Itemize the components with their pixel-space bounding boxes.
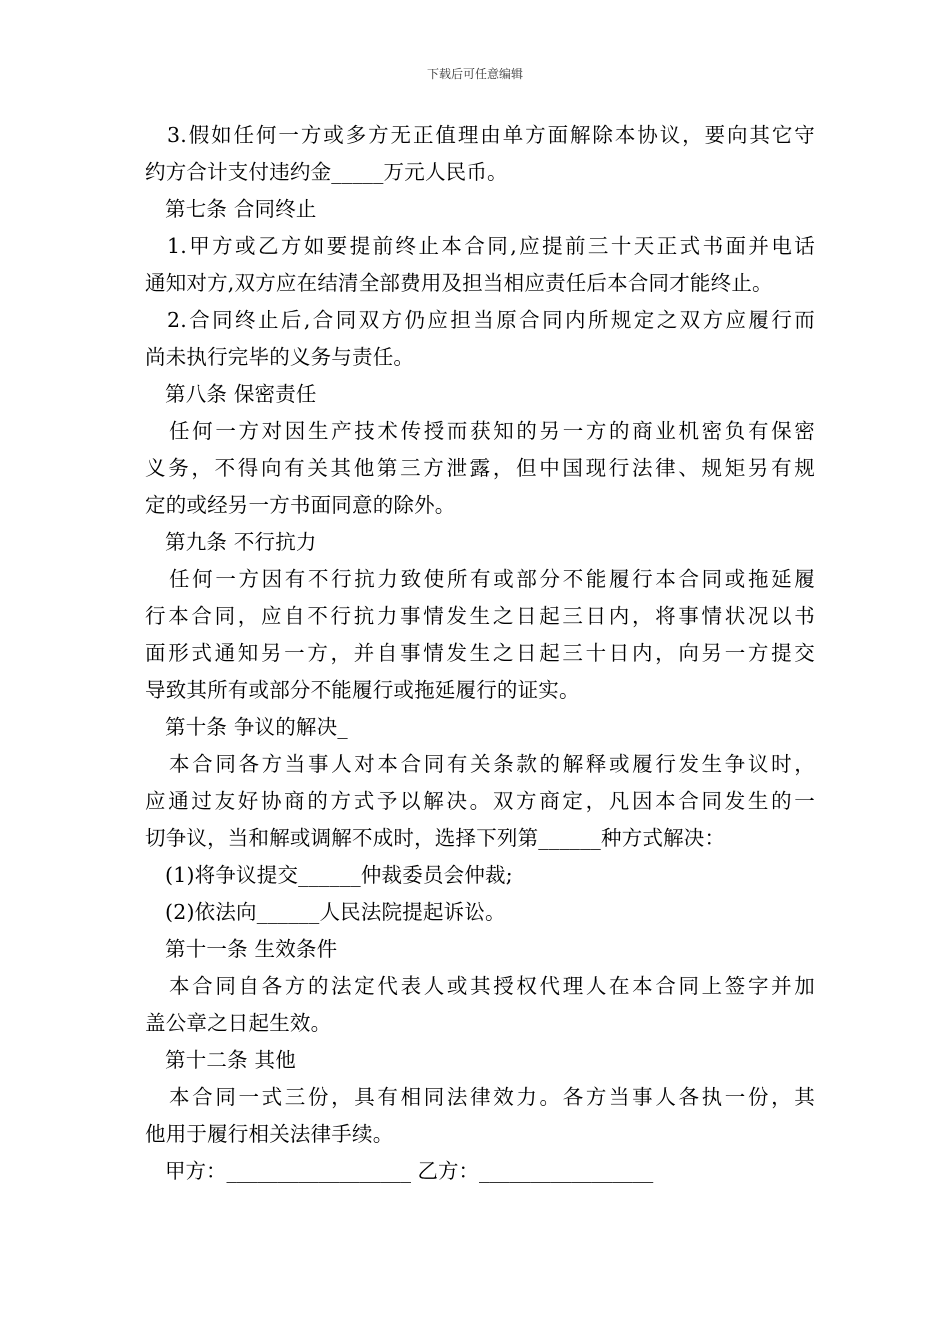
text-line: 行本合同，应自不行抗力事情发生之日起三日内，将事情状况以书 — [145, 604, 815, 628]
text-line: 1.甲方或乙方如要提前终止本合同,应提前三十天正式书面并电话 — [167, 234, 815, 258]
text-line: 第十条 争议的解决_ — [165, 715, 348, 739]
text-line: 面形式通知另一方，并自事情发生之日起三十日内，向另一方提交 — [145, 641, 815, 665]
text-line: (2)依法向______人民法院提起诉讼。 — [165, 900, 506, 924]
text-line: 2.合同终止后,合同双方仍应担当原合同内所规定之双方应履行而 — [167, 308, 815, 332]
text-line: 本合同一式三份，具有相同法律效力。各方当事人各执一份，其 — [169, 1085, 815, 1109]
text-line: 导致其所有或部分不能履行或拖延履行的证实。 — [145, 678, 580, 702]
text-line: 盖公章之日起生效。 — [145, 1011, 332, 1035]
text-line: 切争议，当和解或调解不成时，选择下列第______种方式解决： — [145, 826, 726, 850]
text-line: 第十一条 生效条件 — [165, 937, 338, 961]
text-line: 第十二条 其他 — [165, 1048, 296, 1072]
text-line: 第七条 合同终止 — [165, 197, 317, 221]
text-line: 尚未执行完毕的义务与责任。 — [145, 345, 415, 369]
text-line: 第九条 不行抗力 — [165, 530, 317, 554]
text-line: 定的或经另一方书面同意的除外。 — [145, 493, 456, 517]
contract-lines — [145, 117, 815, 1153]
text-line: 本合同自各方的法定代表人或其授权代理人在本合同上签字并加 — [169, 974, 815, 998]
signature-line: 甲方：__________________ 乙方：_________________ — [165, 1159, 654, 1183]
text-line: (1)将争议提交______仲裁委员会仲裁; — [165, 863, 513, 887]
text-line: 任何一方因有不行抗力致使所有或部分不能履行本合同或拖延履 — [169, 567, 815, 591]
text-line: 约方合计支付违约金_____万元人民币。 — [145, 160, 508, 184]
text-line: 应通过友好协商的方式予以解决。双方商定，凡因本合同发生的一 — [145, 789, 815, 813]
text-line: 本合同各方当事人对本合同有关条款的解释或履行发生争议时， — [169, 752, 815, 776]
text-line: 义务，不得向有关其他第三方泄露，但中国现行法律、规矩另有规 — [145, 456, 815, 480]
contract-body — [145, 117, 815, 1190]
text-line: 通知对方,双方应在结清全部费用及担当相应责任后本合同才能终止。 — [145, 271, 773, 295]
text-line: 任何一方对因生产技术传授而获知的另一方的商业机密负有保密 — [169, 419, 815, 443]
text-line: 他用于履行相关法律手续。 — [145, 1122, 394, 1146]
text-line: 第八条 保密责任 — [165, 382, 317, 406]
text-line: 3.假如任何一方或多方无正值理由单方面解除本协议，要向其它守 — [167, 123, 815, 147]
page-header: 下载后可任意编辑 — [426, 67, 523, 81]
